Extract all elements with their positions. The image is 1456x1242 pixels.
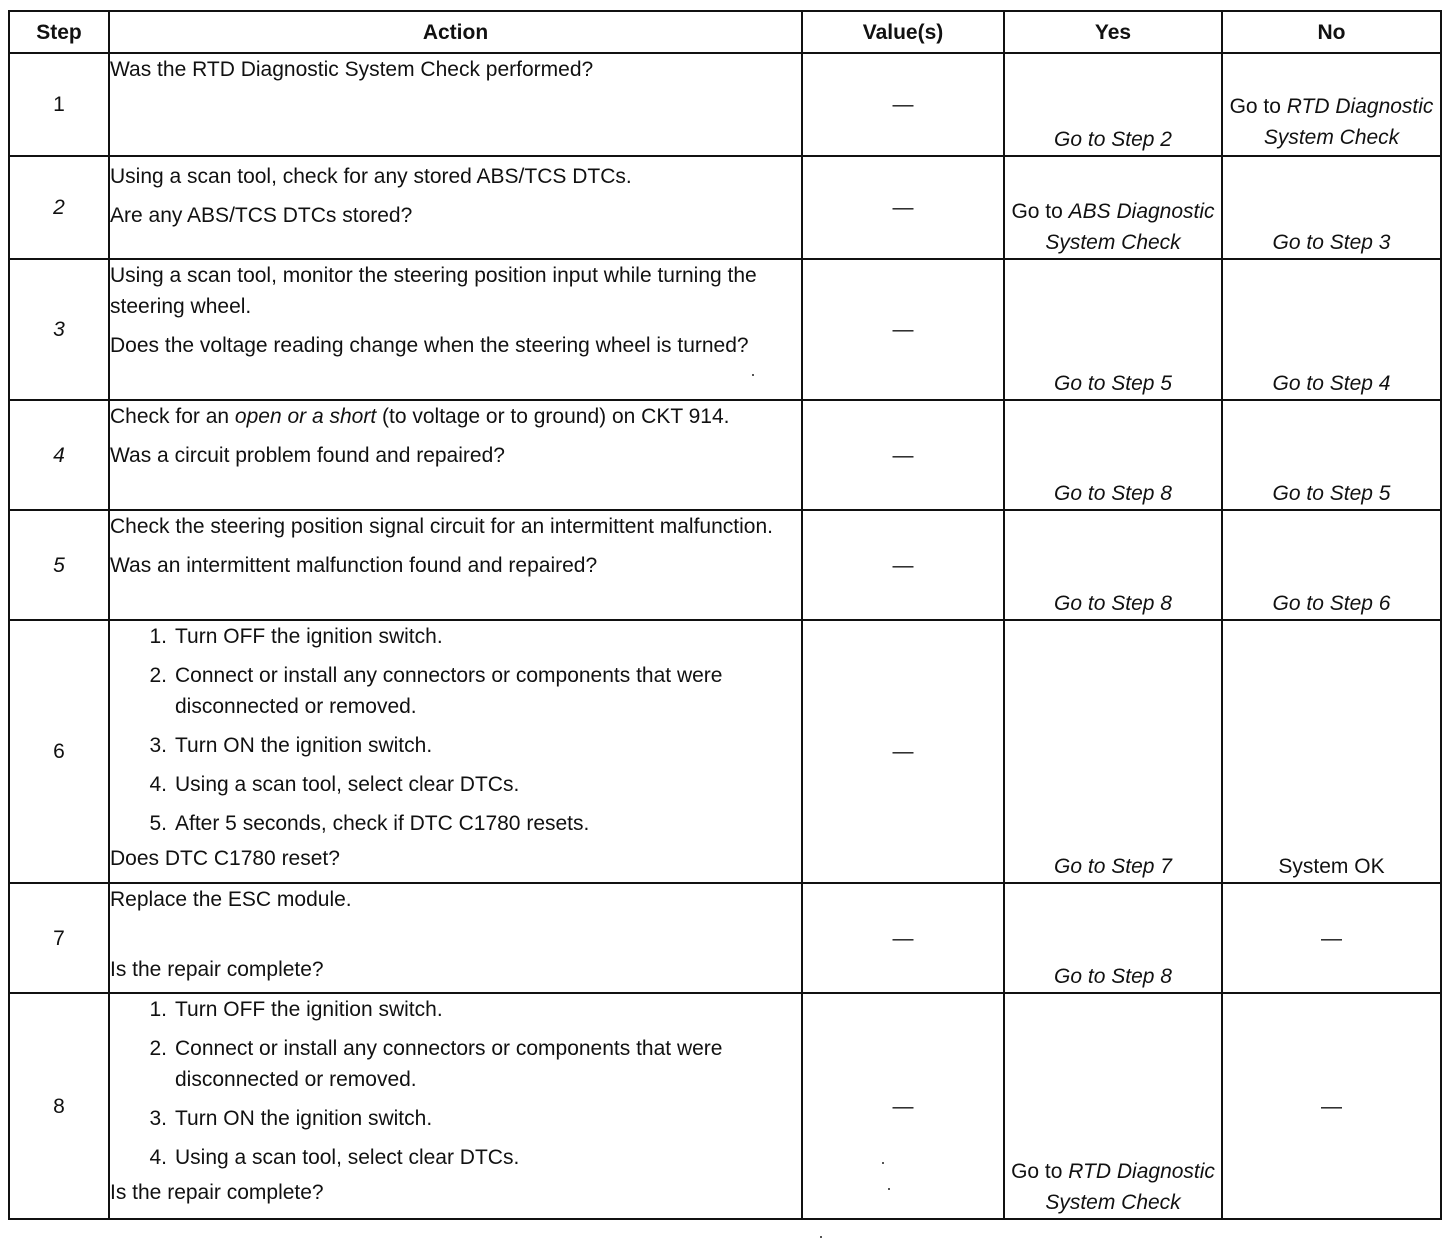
diagnostic-table (8, 10, 1442, 1220)
list-item (149, 808, 801, 839)
procedure-list (110, 994, 801, 1173)
value-cell: — (802, 510, 1004, 620)
no-cell: Go to Step 3 (1222, 156, 1441, 259)
action-cell (109, 53, 802, 156)
yes-cell: Go to Step 7 (1004, 620, 1222, 883)
step-number: 1 (9, 53, 109, 156)
list-text: Turn ON the ignition switch. (175, 734, 433, 757)
yes-cell (1004, 156, 1222, 259)
value-cell: — (802, 259, 1004, 400)
list-number: 3. (149, 734, 167, 757)
list-text: After 5 seconds, check if DTC C1780 resets. (175, 812, 590, 835)
yes-cell: Go to Step 8 (1004, 510, 1222, 620)
no-cell: System OK (1222, 620, 1441, 883)
list-number: 1. (149, 625, 167, 648)
action-question: Was a circuit problem found and repaired? (110, 444, 505, 467)
table-row (9, 53, 1441, 156)
step-number (9, 400, 109, 510)
table-row (9, 883, 1441, 993)
no-reference: RTD Diagnostic System Check (1263, 95, 1434, 149)
action-text: Using a scan tool, monitor the steering position input while turning the steering wheel. (110, 264, 757, 318)
no-cell: — (1222, 883, 1441, 993)
list-item (149, 1033, 801, 1095)
action-question: Does DTC C1780 reset? (110, 847, 340, 870)
step-number: 6 (9, 620, 109, 883)
list-item (149, 994, 801, 1025)
header-values: Value(s) (802, 11, 1004, 53)
action-cell (109, 259, 802, 400)
scan-speck (820, 1236, 822, 1238)
no-cell (1222, 53, 1441, 156)
action-text-part: Check for an (110, 405, 235, 428)
step-number (9, 259, 109, 400)
action-cell (109, 510, 802, 620)
table-row (9, 510, 1441, 620)
value-cell: — (802, 156, 1004, 259)
list-text: Turn OFF the ignition switch. (175, 998, 443, 1021)
yes-cell: Go to Step 2 (1004, 53, 1222, 156)
list-item (149, 621, 801, 652)
list-number: 1. (149, 998, 167, 1021)
list-item (149, 730, 801, 761)
list-number: 4. (149, 773, 167, 796)
scan-speck (888, 1188, 890, 1190)
action-question: Is the repair complete? (110, 958, 324, 981)
list-number: 2. (149, 1037, 167, 1060)
yes-prefix: Go to (1011, 200, 1069, 223)
value-cell: — (802, 993, 1004, 1219)
action-text: Replace the ESC module. (110, 888, 352, 911)
scan-speck (752, 374, 754, 376)
yes-cell: Go to Step 8 (1004, 883, 1222, 993)
table-row (9, 620, 1441, 883)
action-text-rest: (to voltage or to ground) on CKT 914. (376, 405, 730, 428)
action-text: Using a scan tool, check for any stored ABS/TCS DTCs. (110, 165, 632, 188)
value-cell: — (802, 883, 1004, 993)
list-text: Using a scan tool, select clear DTCs. (175, 1146, 520, 1169)
step-number (9, 156, 109, 259)
action-cell (109, 883, 802, 993)
step-number-text: 5 (53, 553, 65, 577)
action-text-or: or (281, 405, 312, 428)
yes-cell (1004, 993, 1222, 1219)
no-cell: Go to Step 5 (1222, 400, 1441, 510)
header-step: Step (9, 11, 109, 53)
table-header-row (9, 11, 1441, 53)
diagnostic-table-page (8, 10, 1440, 1220)
action-question: Was an intermittent malfunction found and repaired? (110, 554, 598, 577)
action-question: Are any ABS/TCS DTCs stored? (110, 204, 413, 227)
list-number: 4. (149, 1146, 167, 1169)
list-text: Connect or install any connectors or components that were disconnected or removed. (175, 664, 723, 718)
list-item (149, 769, 801, 800)
table-row (9, 400, 1441, 510)
yes-cell: Go to Step 5 (1004, 259, 1222, 400)
step-number: 7 (9, 883, 109, 993)
value-cell: — (802, 620, 1004, 883)
action-text: Was the RTD Diagnostic System Check performed? (110, 58, 594, 81)
step-number (9, 510, 109, 620)
list-text: Connect or install any connectors or components that were disconnected or removed. (175, 1037, 723, 1091)
action-text-open: open (234, 405, 282, 428)
header-yes: Yes (1004, 11, 1222, 53)
step-number-text: 2 (53, 196, 65, 219)
step-number: 8 (9, 993, 109, 1219)
action-cell (109, 400, 802, 510)
value-cell: — (802, 53, 1004, 156)
action-text: Check the steering position signal circuit for an intermittent malfunction. (110, 515, 773, 538)
no-cell: Go to Step 4 (1222, 259, 1441, 400)
list-number: 3. (149, 1107, 167, 1130)
list-item (149, 660, 801, 722)
list-item (149, 1103, 801, 1134)
list-text: Turn ON the ignition switch. (175, 1107, 433, 1130)
action-question: Is the repair complete? (110, 1181, 324, 1204)
list-text: Turn OFF the ignition switch. (175, 625, 443, 648)
list-item (149, 1142, 801, 1173)
list-number: 2. (149, 664, 167, 687)
yes-prefix: Go to (1011, 1160, 1069, 1183)
step-number-text: 3 (53, 318, 65, 341)
scan-speck (882, 1162, 884, 1164)
action-text (110, 401, 801, 432)
action-cell (109, 620, 802, 883)
yes-cell: Go to Step 8 (1004, 400, 1222, 510)
list-text: Using a scan tool, select clear DTCs. (175, 773, 520, 796)
procedure-list (110, 621, 801, 839)
no-cell: Go to Step 6 (1222, 510, 1441, 620)
no-prefix: Go to (1229, 95, 1287, 118)
step-number-text: 4 (53, 443, 65, 467)
list-number: 5. (149, 812, 167, 835)
header-no: No (1222, 11, 1441, 53)
header-action: Action (109, 11, 802, 53)
yes-reference: RTD Diagnostic System Check (1045, 1160, 1215, 1214)
value-cell: — (802, 400, 1004, 510)
no-cell: — (1222, 993, 1441, 1219)
yes-reference: ABS Diagnostic System Check (1045, 200, 1215, 254)
action-question: Does the voltage reading change when the steering wheel is turned? (110, 334, 749, 357)
table-row (9, 156, 1441, 259)
table-row (9, 259, 1441, 400)
action-cell (109, 993, 802, 1219)
action-text-short: a short (311, 405, 377, 428)
table-row (9, 993, 1441, 1219)
action-cell (109, 156, 802, 259)
